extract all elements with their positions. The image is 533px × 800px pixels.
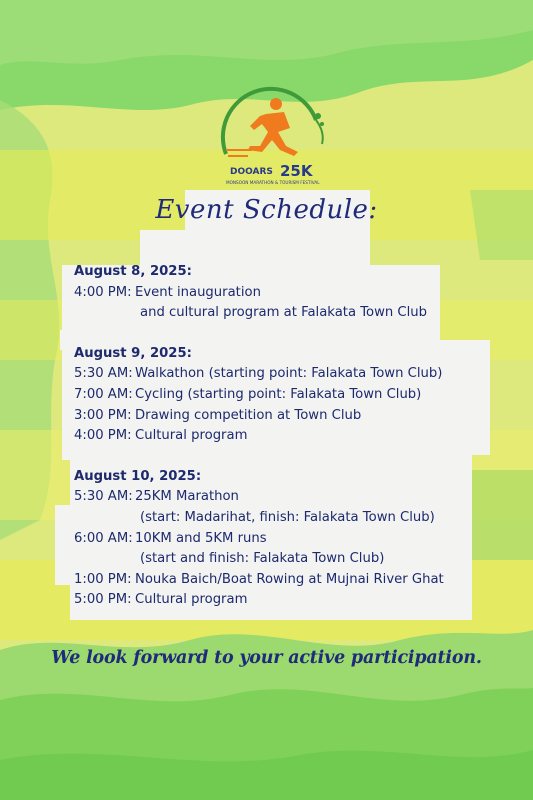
logo-tagline: MONSOON MARATHON & TOURISM FESTIVAL bbox=[226, 180, 320, 185]
item-time: 6:00 AM: bbox=[74, 530, 133, 546]
item-text: 25KM Marathon bbox=[135, 489, 239, 505]
item-text: Drawing competition at Town Club bbox=[135, 407, 362, 423]
item-continuation: (start and finish: Falakata Town Club) bbox=[140, 551, 385, 567]
schedule-item bbox=[74, 570, 514, 591]
item-text: Nouka Baich/Boat Rowing at Mujnai River Ghat bbox=[135, 571, 444, 587]
item-time: 3:00 PM: bbox=[74, 407, 132, 423]
item-time: 5:30 AM: bbox=[74, 489, 133, 505]
item-text: Cultural program bbox=[135, 428, 248, 444]
item-continuation: and cultural program at Falakata Town Club bbox=[140, 305, 428, 321]
item-time: 4:00 PM: bbox=[74, 428, 132, 444]
schedule-item bbox=[74, 529, 514, 550]
day-date: August 9, 2025: bbox=[74, 345, 192, 361]
day-block-aug-9 bbox=[74, 344, 514, 447]
day-block-aug-10 bbox=[74, 467, 514, 611]
day-date: August 10, 2025: bbox=[74, 468, 202, 484]
event-logo bbox=[218, 84, 330, 188]
item-text: Cultural program bbox=[135, 592, 248, 608]
schedule-item bbox=[74, 487, 514, 508]
item-time: 7:00 AM: bbox=[74, 386, 133, 402]
schedule-item bbox=[74, 406, 514, 427]
schedule-item bbox=[74, 590, 514, 611]
schedule-item bbox=[74, 385, 514, 406]
schedule-item bbox=[74, 283, 514, 304]
day-date: August 8, 2025: bbox=[74, 264, 192, 279]
item-continuation: (start: Madarihat, finish: Falakata Town Club) bbox=[140, 509, 435, 525]
runner-logo-icon bbox=[218, 84, 330, 188]
schedule-item bbox=[74, 364, 514, 385]
item-text: Walkathon (starting point: Falakata Town Club) bbox=[135, 366, 443, 382]
item-time: 1:00 PM: bbox=[74, 571, 132, 587]
item-time: 5:00 PM: bbox=[74, 592, 132, 608]
schedule-item bbox=[74, 426, 514, 447]
item-text: Cycling (starting point: Falakata Town Club) bbox=[135, 386, 422, 402]
logo-distance: 25K bbox=[280, 162, 313, 180]
schedule-title: Event Schedule: bbox=[155, 195, 378, 225]
item-text: 10KM and 5KM runs bbox=[135, 530, 267, 546]
item-time: 4:00 PM: bbox=[74, 284, 132, 300]
item-text: Event inauguration bbox=[135, 284, 261, 300]
footer-message: We look forward to your active participation. bbox=[51, 648, 482, 668]
day-block-aug-8 bbox=[74, 262, 514, 324]
logo-brand: DOOARS bbox=[230, 167, 273, 177]
schedule-list bbox=[74, 262, 514, 631]
item-time: 5:30 AM: bbox=[74, 366, 133, 382]
